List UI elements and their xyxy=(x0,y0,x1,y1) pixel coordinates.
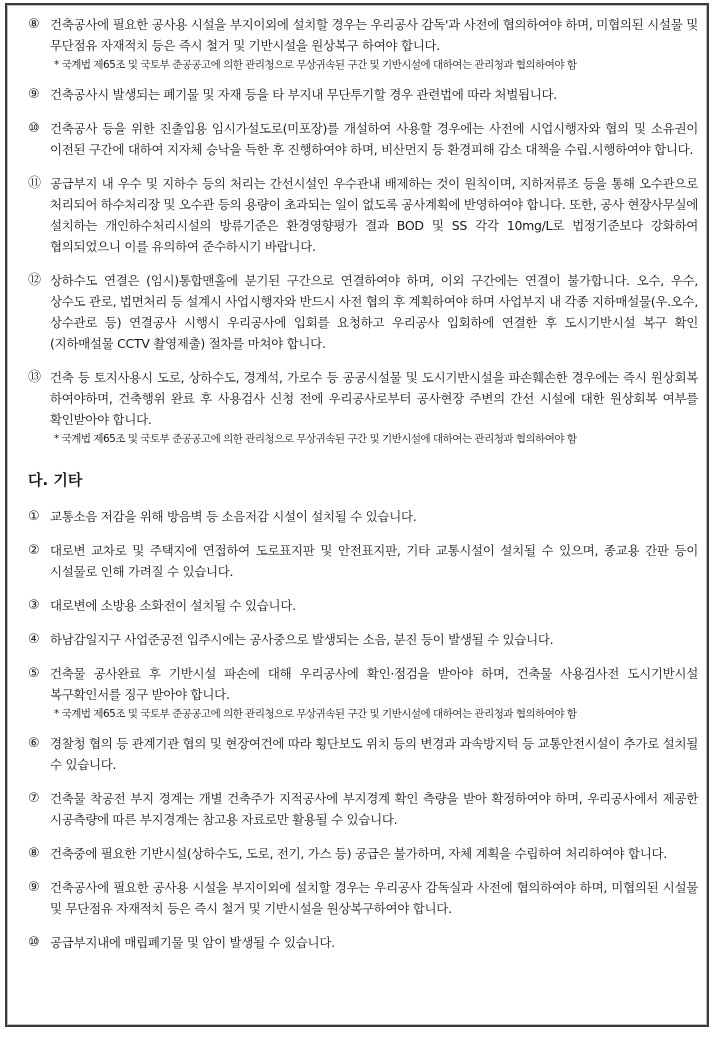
item-text: 건축 등 토지사용시 도로, 상하수도, 경계석, 가로수 등 공공시설물 및 도시기반시설을 파손훼손한 경우에는 즉시 원상회복 하여야하며, 건축행위 완료 후 사용검사 신청 전에 우리공사로부터 공사현장 주변의 간선 시설에 대한 원상회복 여부를 확인받아야 합니다. xyxy=(50,370,698,427)
item-note: * 국계법 제65조 및 국토부 준공공고에 의한 관리청으로 무상귀속된 구간 및 기반시설에 대하여는 관리청과 협의하여야 함 xyxy=(54,433,577,445)
item-text: 건축공사에 필요한 공사용 시설을 부지이외에 설치할 경우는 우리공사 감독실과 사전에 협의하여야 하며, 미협의된 시설물 및 무단점유 자재적치 등은 즉시 철거 및 기반시설을 원상복구하여야 합니다. xyxy=(50,880,698,916)
item-number: ⑧ xyxy=(28,17,40,32)
item-text: 교통소음 저감을 위해 방음벽 등 소음저감 시설이 설치될 수 있습니다. xyxy=(50,509,417,524)
list-item-9 xyxy=(28,84,698,105)
item-text: 대로변 교차로 및 주택지에 연접하여 도로표지판 및 안전표지판, 기타 교통시설이 설치될 수 있으며, 종교용 간판 등이 시설물로 인해 가려질 수 있습니다. xyxy=(50,543,698,579)
etc-item-9 xyxy=(28,877,698,919)
item-number: ④ xyxy=(28,632,40,647)
etc-item-1 xyxy=(28,506,698,527)
item-number: ⑤ xyxy=(28,666,40,681)
item-text: 상하수도 연결은 (임시)통합맨홀에 분기된 구간으로 연결하여야 하며, 이외 구간에는 연결이 불가합니다. 오수, 우수, 상수도 관로, 법면처리 등 설계시 사업시행자와 반드시 사전 협의 후 계획하여야 하며 사업부지 내 각종 지하매설물(우.오수, 상수관로 등) 연결공사 시행시 우리공사에 입회를 요청하고 우리공사 입회하에 연결한 후 도시기반시설 복구 확인(지하매설물 CCTV 촬영제출) 절차를 마쳐야 합니다. xyxy=(50,273,698,351)
etc-item-6 xyxy=(28,733,698,775)
section-title: 다. 기타 xyxy=(28,471,83,489)
item-number: ⑦ xyxy=(28,791,40,806)
list-item-10 xyxy=(28,118,698,160)
item-text: 건축공사 등을 위한 진출입용 임시가설도로(미포장)를 개설하여 사용할 경우에는 사전에 시업시행자와 협의 및 소유권이 이전된 구간에 대하여 지자체 승낙을 득한 후 진행하여야 하며, 비산먼지 등 환경피해 감소 대책을 수립.시행하여야 합니다. xyxy=(50,121,698,157)
document-body xyxy=(28,14,698,953)
item-number: ⑫ xyxy=(28,273,41,288)
item-number: ② xyxy=(28,543,40,558)
list-item-13 xyxy=(28,367,698,430)
item-number: ⑨ xyxy=(28,87,40,102)
item-text: 건축물 공사완료 후 기반시설 파손에 대해 우리공사에 확인·점검을 받아야 하며, 건축물 사용검사전 도시기반시설 복구확인서를 징구 받아야 합니다. xyxy=(50,666,698,702)
item-number: ⑨ xyxy=(28,880,40,895)
list-item-11 xyxy=(28,173,698,257)
etc-item-5 xyxy=(28,663,698,705)
etc-item-10 xyxy=(28,932,698,953)
item-number: ⑩ xyxy=(28,935,40,950)
item-number: ⑬ xyxy=(28,370,41,385)
item-text: 건축중에 필요한 기반시설(상하수도, 도로, 전기, 가스 등) 공급은 불가하며, 자체 계획을 수립하여 처리하여야 합니다. xyxy=(50,846,667,861)
etc-item-7 xyxy=(28,788,698,830)
item-text: 건축공사시 발생되는 폐기물 및 자재 등을 타 부지내 무단투기할 경우 관련법에 따라 처벌됩니다. xyxy=(50,87,557,102)
item-number: ⑩ xyxy=(28,121,40,136)
item-text: 경찰청 협의 등 관계기관 협의 및 현장여건에 따라 횡단보도 위치 등의 변경과 과속방지턱 등 교통안전시설이 추가로 설치될 수 있습니다. xyxy=(50,736,698,772)
item-number: ③ xyxy=(28,598,40,613)
item-number: ⑪ xyxy=(28,176,41,191)
item-text: 공급부지 내 우수 및 지하수 등의 처리는 간선시설인 우수관내 배제하는 것이 원칙이며, 지하저류조 등을 통해 오수관으로 처리되어 하수처리장 및 오수관 등의 용량이 초과되는 일이 없도록 공사계획에 반영하여야 합니다. 또한, 공사 현장사무실에 설치하는 개인하수처리시설의 방류기준은 환경영향평가 결과 BOD 및 SS 각각 10mg/L로 법정기준보다 강화하여 협의되었으니 이를 유의하여 준수하시기 바랍니다. xyxy=(50,176,698,254)
list-item-12 xyxy=(28,270,698,354)
item-number: ⑥ xyxy=(28,736,40,751)
item-text: 대로변에 소방용 소화전이 설치될 수 있습니다. xyxy=(50,598,296,613)
item-number: ⑧ xyxy=(28,846,40,861)
list-item-8 xyxy=(28,14,698,56)
etc-item-2 xyxy=(28,540,698,582)
etc-item-3 xyxy=(28,595,698,616)
item-text: 공급부지내에 매립폐기물 및 암이 발생될 수 있습니다. xyxy=(50,935,335,950)
item-text: 건축공사에 필요한 공사용 시설을 부지이외에 설치할 경우는 우리공사 감독'과 사전에 협의하여야 하며, 미협의된 시설물 및 무단점유 자재적치 등은 즉시 철거 및 기반시설을 원상복구 하여야 합니다. xyxy=(50,17,698,53)
item-number: ① xyxy=(28,509,40,524)
item-text: 건축물 착공전 부지 경계는 개별 건축주가 지적공사에 부지경계 확인 측량을 받아 확정하여야 하며, 우리공사에서 제공한 시공측량에 따른 부지경계는 참고용 자료로만 활용될 수 있습니다. xyxy=(50,791,698,827)
etc-item-8 xyxy=(28,843,698,864)
etc-item-4 xyxy=(28,629,698,650)
item-text: 하남감일지구 사업준공전 입주시에는 공사중으로 발생되는 소음, 분진 등이 발생될 수 있습니다. xyxy=(50,632,554,647)
item-note: * 국계법 제65조 및 국토부 준공공고에 의한 관리청으로 무상귀속된 구간 및 기반시설에 대하여는 관리청과 협의하여야 함 xyxy=(54,59,577,71)
item-note: * 국계법 제65조 및 국토부 준공공고에 의한 관리청으로 무상귀속된 구간 및 기반시설에 대하여는 관리청과 협의하여야 함 xyxy=(54,708,577,720)
